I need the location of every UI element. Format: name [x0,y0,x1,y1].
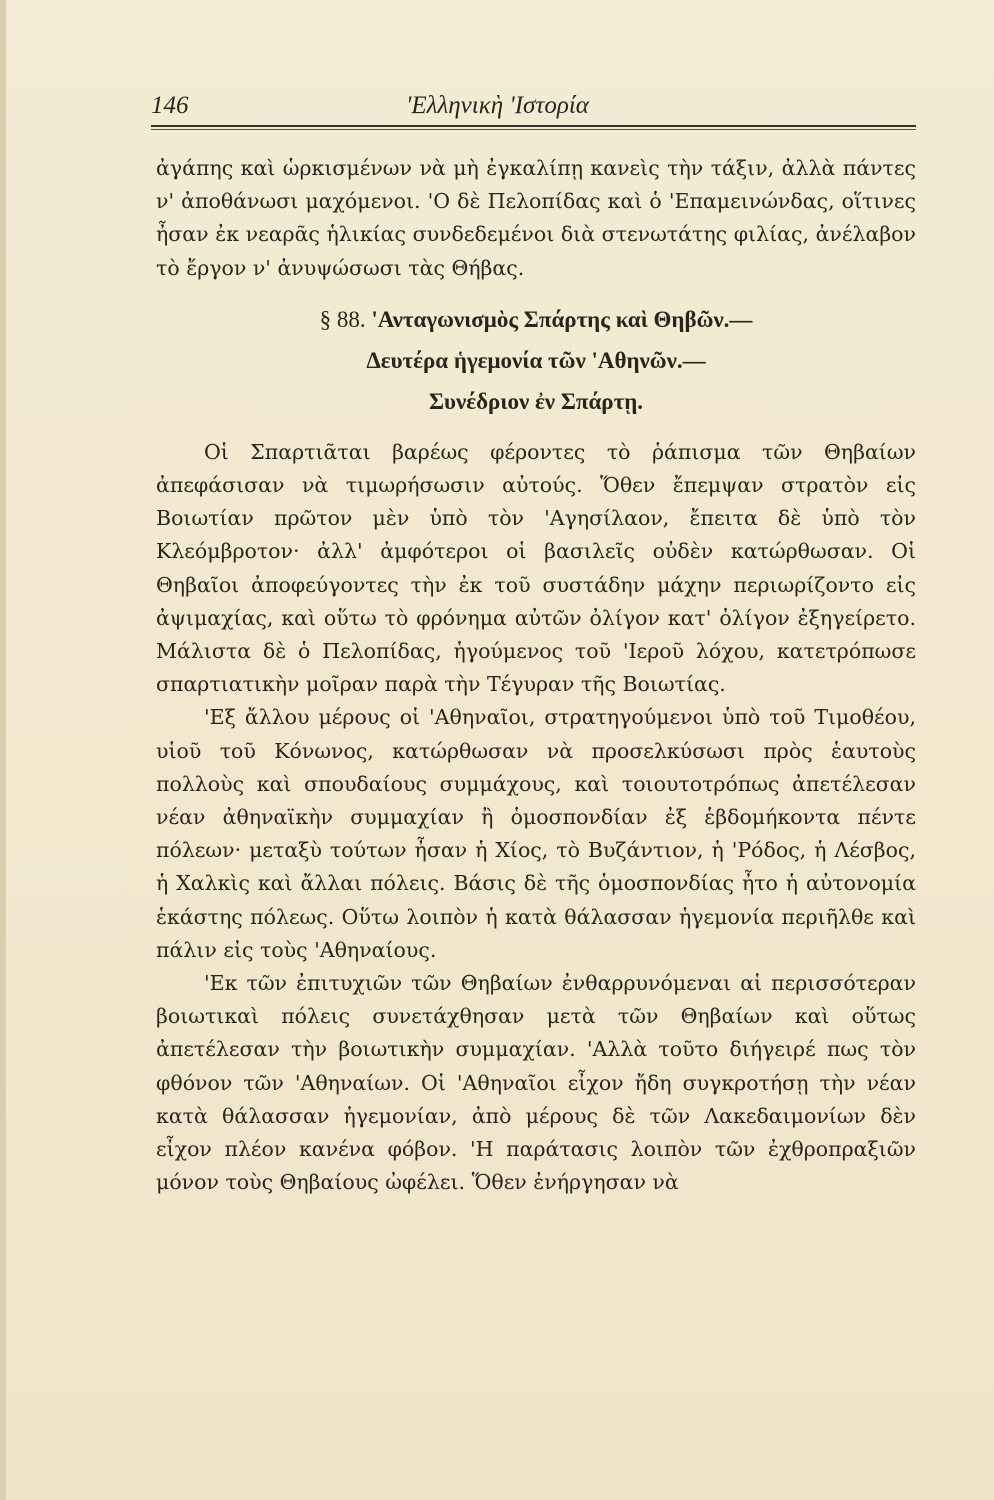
paragraph: 'Εκ τῶν ἐπιτυχιῶν τῶν Θηβαίων ἐνθαρρυνόμεναι αἱ περισσότεραν βοιωτικαὶ πόλεις συνετάχθησαν μετὰ τῶν Θηβαίων καὶ οὕτως ἀπετέλεσαν τὴν βοιωτικὴν συμμαχίαν. 'Αλλὰ τοῦτο διήγειρέ πως τὸν φθόνον τῶν 'Αθηναίων. Οἱ 'Αθηναῖοι εἶχον ἤδη συγκροτήσῃ τὴν νέαν κατὰ θάλασσαν ἡγεμονίαν, ἀπὸ μέρους δὲ τῶν Λακεδαιμονίων δὲν εἶχον πλέον κανένα φόβον. 'Η παράτασις λοιπὸν τῶν ἐχθροπραξιῶν μόνον τοὺς Θηβαίους ὠφέλει. Ὅθεν ἐνήργησαν νὰ [156,971,916,1195]
page-text [156,152,916,1199]
running-title: 'Ελληνικὴ 'Ιστορία [406,92,589,119]
paragraph: 'Εξ ἄλλου μέρους οἱ 'Αθηναῖοι, στρατηγούμενοι ὑπὸ τοῦ Τιμοθέου, υἱοῦ τοῦ Κόνωνος, κατώρθωσαν νὰ προσελκύσωσι πρὸς ἑαυτοὺς πολλοὺς καὶ σπουδαίους συμμάχους, καὶ τοιουτοτρόπως ἀπετέλεσαν νέαν ἀθηναϊκὴν συμμαχίαν ἢ ὁμοσπονδίαν ἐξ ἑβδομήκοντα πέντε πόλεων· μεταξὺ τούτων ἦσαν ἡ Χίος, τὸ Βυζάντιον, ἡ 'Ρόδος, ἡ Λέσβος, ἡ Χαλκὶς καὶ ἄλλαι πόλεις. Βάσις δὲ τῆς ὁμοσπονδίας ἦτο ἡ αὐτονομία ἑκάστης πόλεως. Οὕτω λοιπὸν ἡ κατὰ θάλασσαν ἡγεμονία περιῆλθε καὶ πάλιν εἰς τοὺς 'Αθηναίους. [156,705,916,962]
section-heading [156,299,916,422]
section-body [156,436,916,1200]
header-rule-thin [151,129,916,130]
page-number: 146 [151,92,189,119]
section-title-1: 'Ανταγωνισμὸς Σπάρτης καὶ Θηβῶν.— [371,306,753,332]
section-number: § 88. [319,306,366,332]
header-rule [151,125,916,127]
paragraph: Οἱ Σπαρτιᾶται βαρέως φέροντες τὸ ῥάπισμα τῶν Θηβαίων ἀπεφάσισαν νὰ τιμωρήσωσιν αὐτούς. Ὅθεν ἔπεμψαν στρατὸν εἰς Βοιωτίαν πρῶτον μὲν ὑπὸ τὸν 'Αγησίλαον, ἔπειτα δὲ ὑπὸ τὸν Κλεόμβροτον· ἀλλ' ἀμφότεροι οἱ βασιλεῖς οὐδὲν κατώρθωσαν. Οἱ Θηβαῖοι ἀποφεύγοντες τὴν ἐκ τοῦ συστάδην μάχην περιωρίζοντο εἰς ἀψιμαχίας, καὶ οὕτω τὸ φρόνημα αὐτῶν ὀλίγον κατ' ὀλίγον ἐξηγείρετο. Μάλιστα δὲ ὁ Πελοπίδας, ἡγούμενος τοῦ 'Ιεροῦ λόχου, κατετρόπωσε σπαρτιατικὴν μοῖραν παρὰ τὴν Τέγυραν τῆς Βοιωτίας. [156,439,916,697]
section-title-3: Συνέδριον ἐν Σπάρτῃ. [428,388,644,414]
section-title-2: Δευτέρα ἡγεμονία τῶν 'Αθηνῶν.— [366,347,706,373]
paragraph-continued: ἀγάπης καὶ ὡρκισμένων νὰ μὴ ἐγκαλίπῃ κανεὶς τὴν τάξιν, ἀλλὰ πάντες ν' ἀποθάνωσι μαχόμενοι. 'Ο δὲ Πελοπίδας καὶ ὁ 'Επαμεινώνδας, οἵτινες ἦσαν ἐκ νεαρᾶς ἡλικίας συνδεδεμένοι διὰ στενωτάτης φιλίας, ἀνέλαβον τὸ ἔργον ν' ἀνυψώσωσι τὰς Θήβας. [156,156,916,280]
section-heading-line-1 [156,299,916,340]
